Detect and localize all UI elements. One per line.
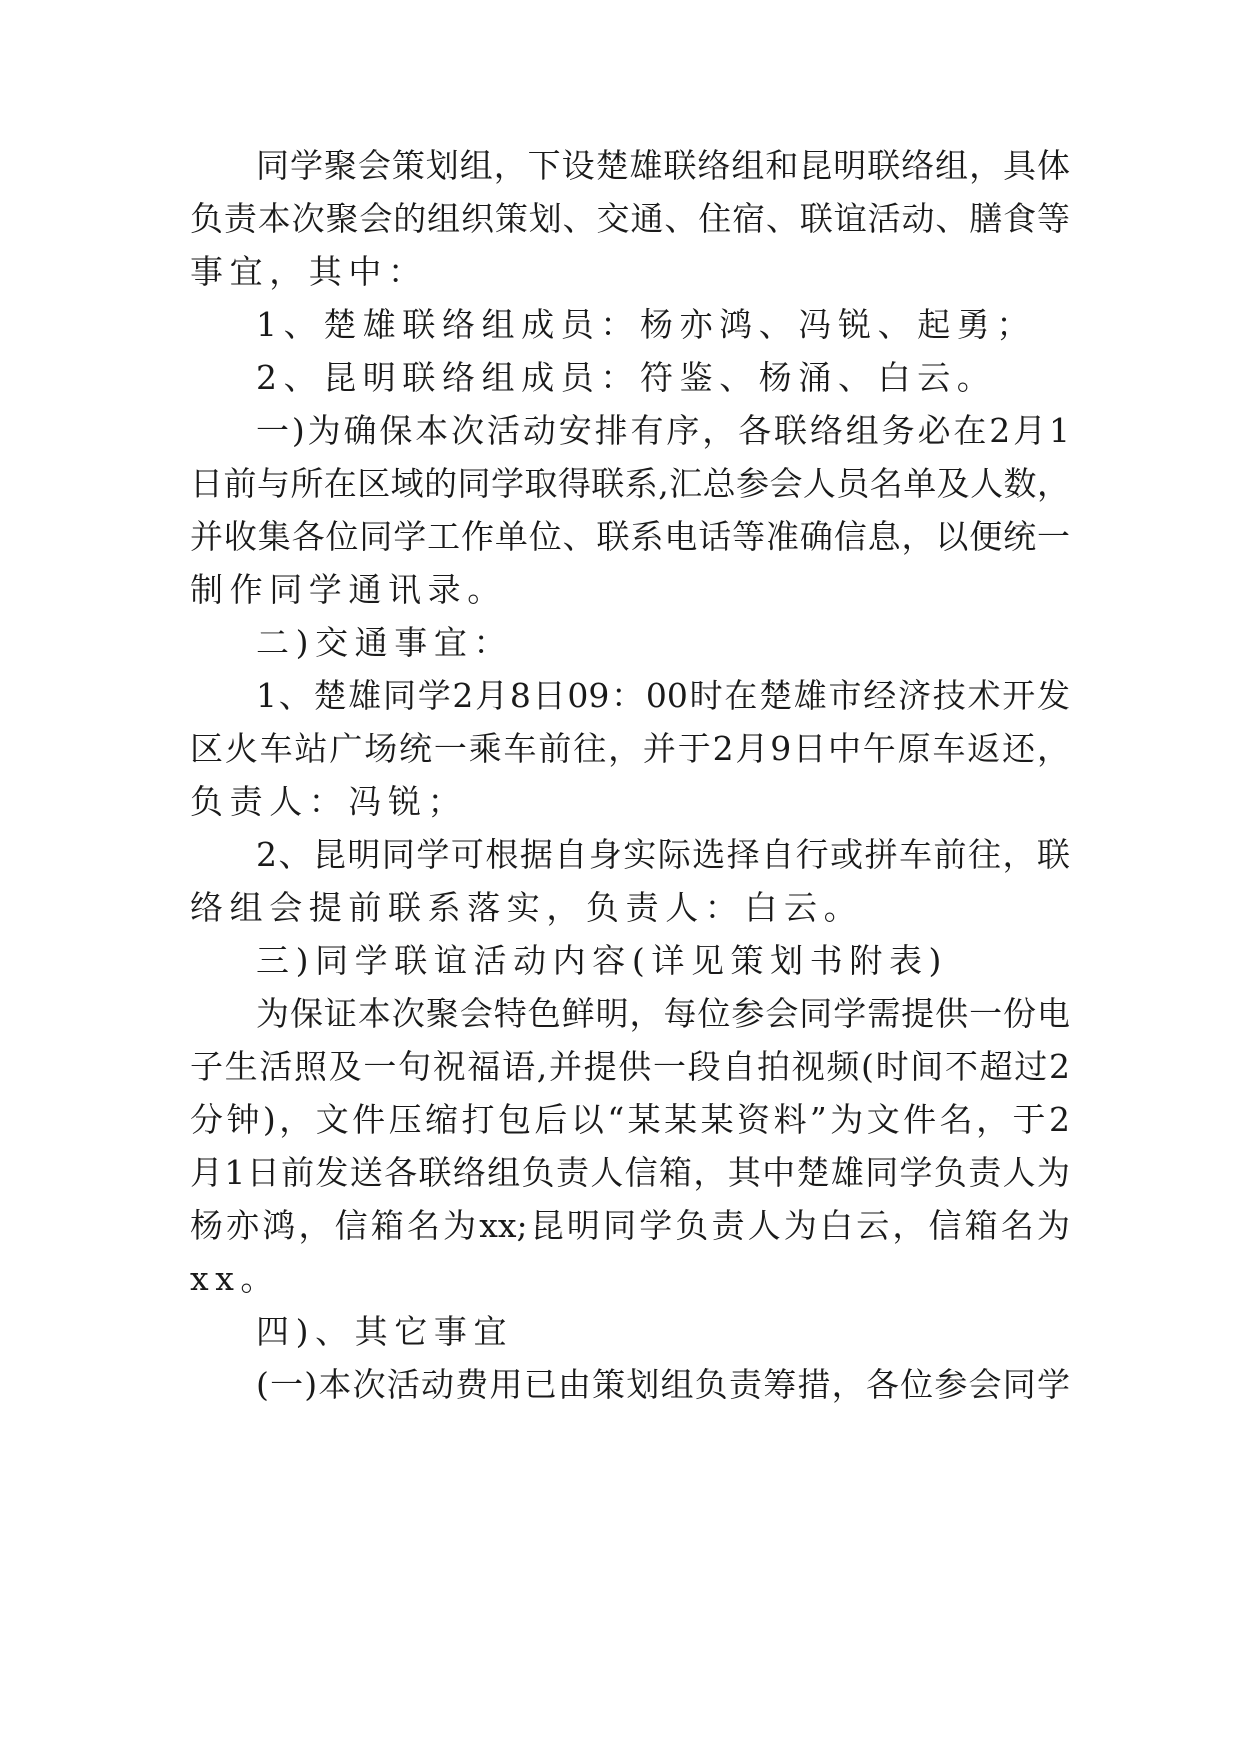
text-line: 同学聚会策划组，下设楚雄联络组和昆明联络组，具体 bbox=[256, 146, 1070, 185]
text-line: 2、昆明同学可根据自身实际选择自行或拼车前往，联 bbox=[256, 835, 1070, 874]
text-line: 1、楚雄联络组成员：杨亦鸿、冯锐、起勇； bbox=[256, 305, 1036, 344]
text-line: 二)交通事宜： bbox=[256, 623, 514, 662]
text-line: 四)、其它事宜 bbox=[256, 1312, 514, 1351]
text-line: 并收集各位同学工作单位、联系电话等准确信息，以便统一 bbox=[190, 517, 1070, 556]
text-line: 络组会提前联系落实，负责人：白云。 bbox=[190, 888, 864, 927]
text-line: 区火车站广场统一乘车前往，并于2月9日中午原车返还， bbox=[190, 729, 1070, 768]
text-line: 为保证本次聚会特色鲜明，每位参会同学需提供一份电 bbox=[256, 994, 1070, 1033]
text-line: 一)为确保本次活动安排有序，各联络组务必在2月1 bbox=[256, 411, 1070, 450]
text-line: 日前与所在区域的同学取得联系,汇总参会人员名单及人数， bbox=[190, 464, 1070, 503]
text-line: 制作同学通讯录。 bbox=[190, 570, 507, 609]
text-line: 负责本次聚会的组织策划、交通、住宿、联谊活动、膳食等 bbox=[190, 199, 1070, 238]
text-line: 负责人：冯锐； bbox=[190, 782, 468, 821]
text-line: 月1日前发送各联络组负责人信箱，其中楚雄同学负责人为 bbox=[190, 1153, 1070, 1192]
text-line: 事宜，其中： bbox=[190, 252, 428, 291]
text-line: 分钟)，文件压缩打包后以“某某某资料”为文件名，于2 bbox=[190, 1100, 1070, 1139]
text-line: 子生活照及一句祝福语,并提供一段自拍视频(时间不超过2 bbox=[190, 1047, 1070, 1086]
text-line: 三)同学联谊活动内容(详见策划书附表) bbox=[256, 941, 949, 980]
text-line: 1、楚雄同学2月8日09：00时在楚雄市经济技术开发 bbox=[256, 676, 1070, 715]
text-line: (一)本次活动费用已由策划组负责筹措，各位参会同学 bbox=[256, 1365, 1070, 1404]
text-line: 杨亦鸿，信箱名为xx;昆明同学负责人为白云，信箱名为 bbox=[190, 1206, 1070, 1245]
text-line: 2、昆明联络组成员：符鉴、杨涌、白云。 bbox=[256, 358, 997, 397]
text-line: xx。 bbox=[190, 1259, 281, 1298]
